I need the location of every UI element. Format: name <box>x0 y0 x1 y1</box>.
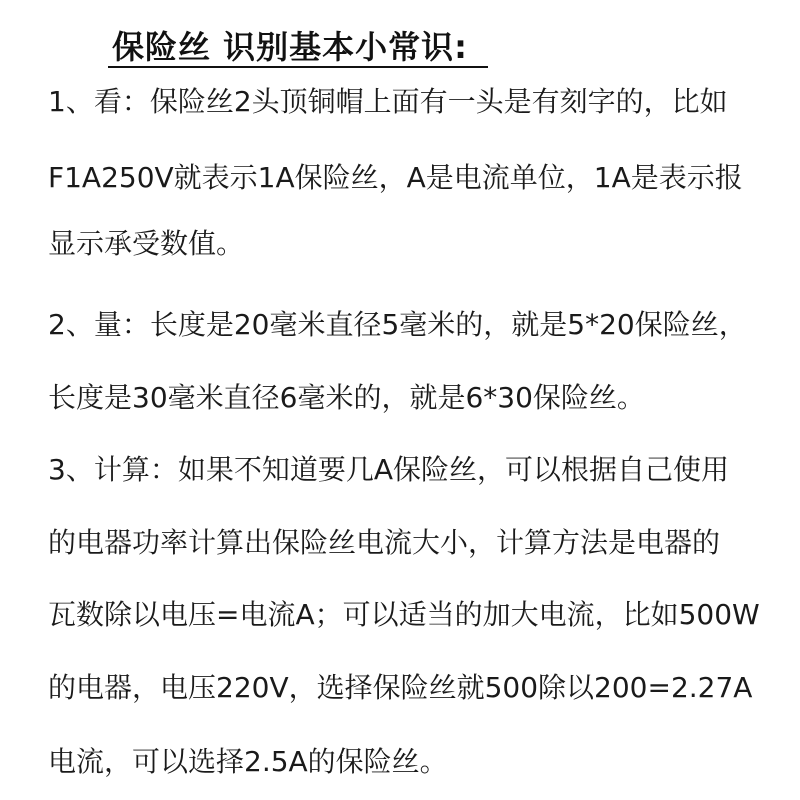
title-underline <box>108 66 488 68</box>
document-title: 保险丝 识别基本小常识: <box>112 28 468 66</box>
text-line-6: 3、计算：如果不知道要几A保险丝，可以根据自己使用 <box>48 453 729 486</box>
text-line-7: 的电器功率计算出保险丝电流大小，计算方法是电器的 <box>48 526 721 559</box>
text-line-10: 电流，可以选择2.5A的保险丝。 <box>48 745 448 778</box>
text-line-2: F1A250V就表示1A保险丝，A是电流单位，1A是表示报 <box>48 161 743 194</box>
text-line-3: 显示承受数值。 <box>48 227 245 260</box>
text-line-9: 的电器，电压220V，选择保险丝就500除以200=2.27A <box>48 671 753 704</box>
text-line-4: 2、量：长度是20毫米直径5毫米的，就是5*20保险丝， <box>48 308 747 341</box>
text-line-1: 1、看：保险丝2头顶铜帽上面有一头是有刻字的，比如 <box>48 85 728 118</box>
text-line-8: 瓦数除以电压=电流A；可以适当的加大电流，比如500W <box>48 598 760 631</box>
text-line-5: 长度是30毫米直径6毫米的，就是6*30保险丝。 <box>48 381 645 414</box>
